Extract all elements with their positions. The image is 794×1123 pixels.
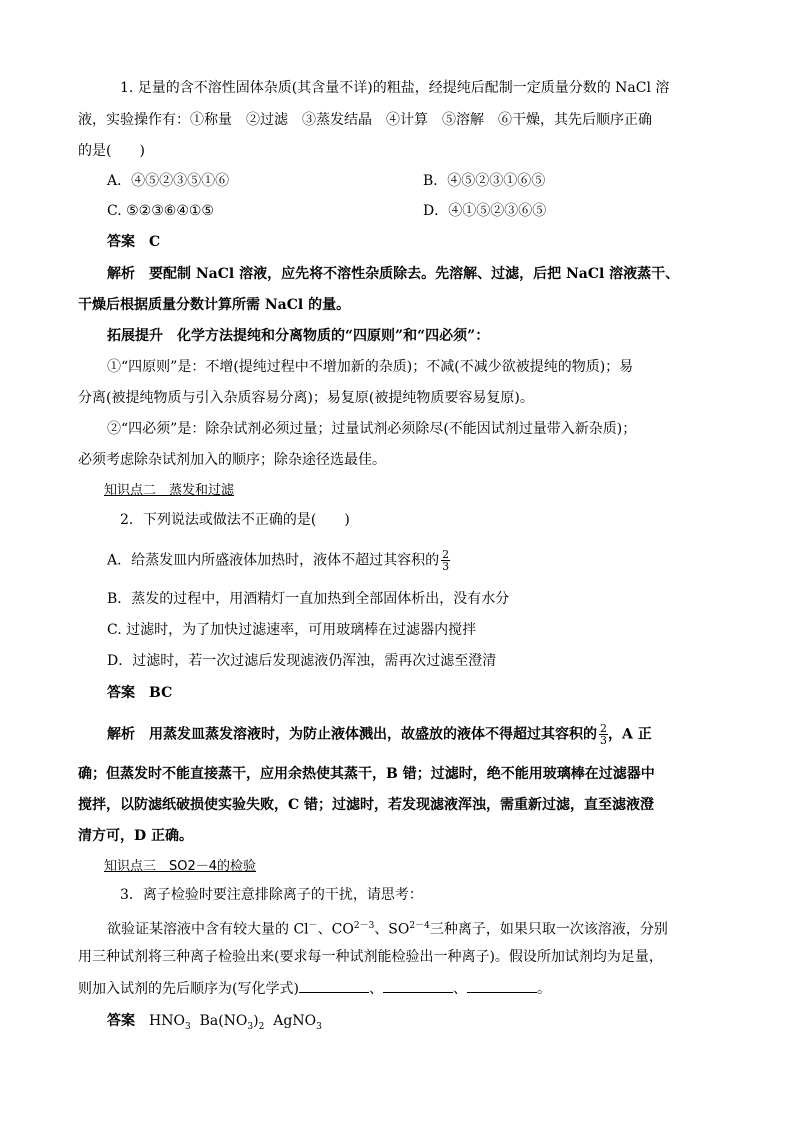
- chloride-charge: －: [308, 921, 318, 931]
- q1-extension-2b: 必须考虑除杂试剂加入的顺序；除杂途径选最佳。: [78, 452, 386, 468]
- fraction-numerator: 2: [442, 548, 450, 561]
- q2-option-a-text: A．给蒸发皿内所盛液体加热时，液体不超过其容积的: [107, 552, 440, 569]
- answer-ba-no3-sub2: 2: [258, 1021, 265, 1032]
- fraction-numerator: 2: [600, 722, 607, 735]
- q1-analysis-line2: 干燥后根据质量分数计算所需 NaCl 的量。: [78, 297, 351, 313]
- separator-1: 、: [368, 981, 383, 997]
- separator-2: 、: [452, 981, 467, 997]
- q3-answer-label: 答案: [107, 1013, 149, 1029]
- q1-extension-2a: ②“四必须”是：除杂试剂必须过量；过量试剂必须除尽(不能因试剂过量带入新杂质)；: [107, 421, 637, 437]
- q2-answer: 答案 BC: [107, 685, 173, 701]
- q1-extension-1a: ①“四原则”是：不增(提纯过程中不增加新的杂质)；不减(不减少欲被提纯的物质)；易: [107, 359, 634, 375]
- answer-ba-no3: Ba(NO: [199, 1013, 248, 1029]
- q2-analysis-line1-tail: ，A 正: [608, 726, 652, 743]
- q2-option-d: D．过滤时，若一次过滤后发现滤液仍浑浊，需再次过滤至澄清: [107, 653, 497, 669]
- q1-line1: 1. 足量的含不溶性固体杂质(其含量不详)的粗盐，经提纯后配制一定质量分数的 NaCl 溶: [120, 80, 670, 96]
- answer-ba-no3-paren: ): [253, 1013, 259, 1029]
- q2-option-c: C. 过滤时，为了加快过滤速率，可用玻璃棒在过滤器内搅拌: [107, 622, 477, 638]
- q2-analysis-line1: [107, 723, 652, 746]
- q3-line2: 用三种试剂将三种离子检验出来(要求每一种试剂能检验出一种离子)。假设所加试剂均为足量，: [78, 949, 663, 965]
- q2-option-a: [107, 549, 450, 572]
- q2-option-b: B．蒸发的过程中，用酒精灯一直加热到全部固体析出，没有水分: [107, 591, 510, 607]
- q2-analysis-line1-text: 解析 用蒸发皿蒸发溶液时，为防止液体溅出，故盛放的液体不得超过其容积的: [107, 726, 597, 743]
- blank-2: [383, 978, 453, 993]
- answer-ba-no3-sub1: 3: [247, 1021, 254, 1032]
- q3-line3-text: 则加入试剂的先后顺序为(写化学式): [78, 981, 299, 997]
- q2-analysis-line4: 清方可，D 正确。: [78, 828, 194, 844]
- q1-line3: 的是( ): [78, 143, 145, 159]
- carbonate-charge: 2－3: [353, 921, 375, 931]
- two-thirds-fraction-analysis: [599, 723, 608, 746]
- q3-line1-text-c: 、SO: [374, 921, 410, 938]
- knowledge-point-3-heading: 知识点三 SO2－4的检验: [104, 859, 257, 874]
- q3-stem: 3．离子检验时要注意排除离子的干扰，请思考：: [120, 887, 423, 903]
- answer-hno3: HNO: [149, 1013, 185, 1029]
- q2-analysis-line2: 确；但蒸发时不能直接蒸干，应用余热使其蒸干，B 错；过滤时，绝不能用玻璃棒在过滤器中: [78, 766, 655, 782]
- blank-3: [467, 978, 537, 993]
- q1-answer: 答案 C: [107, 234, 161, 250]
- q3-line1-text-b: 、CO: [317, 921, 354, 938]
- q1-option-b: B．④⑤②③①⑥⑤: [423, 173, 546, 189]
- answer-agno3-sub: 3: [316, 1021, 322, 1032]
- sulfate-charge: 2－4: [409, 921, 430, 931]
- end-punct: 。: [536, 981, 551, 997]
- q3-line1-text-a: 欲验证某溶液中含有较大量的 Cl: [107, 921, 309, 938]
- q1-option-a: A．④⑤②③⑤①⑥: [107, 173, 230, 189]
- q2-analysis-line3: 搅拌，以防滤纸破损使实验失败，C 错；过滤时，若发现滤液浑浊，需重新过滤，直至滤液澄: [78, 797, 655, 813]
- answer-agno3: AgNO: [273, 1013, 317, 1029]
- fraction-denominator: 3: [442, 560, 450, 573]
- q1-analysis-line1: 解析 要配制 NaCl 溶液，应先将不溶性杂质除去。先溶解、过滤，后把 NaCl 溶液蒸干、: [107, 266, 680, 282]
- q1-extension-title: 拓展提升 化学方法提纯和分离物质的“四原则”和“四必须”：: [107, 328, 490, 344]
- q1-line2: 液，实验操作有：①称量 ②过滤 ③蒸发结晶 ④计算 ⑤溶解 ⑥干燥，其先后顺序正确: [78, 112, 652, 128]
- q1-option-d: D．④①⑤②③⑥⑤: [423, 203, 547, 219]
- q3-line1: [107, 916, 668, 940]
- blank-1: [299, 978, 369, 993]
- q3-line1-text-d: 三种离子，如果只取一次该溶液，分别: [429, 921, 668, 938]
- q1-extension-1b: 分离(被提纯物质与引入杂质容易分离)；易复原(被提纯物质要容易复原)。: [78, 390, 534, 406]
- knowledge-point-2-heading: 知识点二 蒸发和过滤: [104, 483, 235, 498]
- q3-line3: [78, 978, 551, 999]
- q2-stem: 2．下列说法或做法不正确的是( ): [120, 512, 350, 528]
- q1-option-c: C. ⑤②③⑥④①⑤: [107, 203, 214, 219]
- two-thirds-fraction: [441, 549, 450, 572]
- answer-hno3-sub: 3: [184, 1021, 191, 1032]
- fraction-denominator: 3: [600, 734, 607, 747]
- q3-answer: [107, 1011, 322, 1037]
